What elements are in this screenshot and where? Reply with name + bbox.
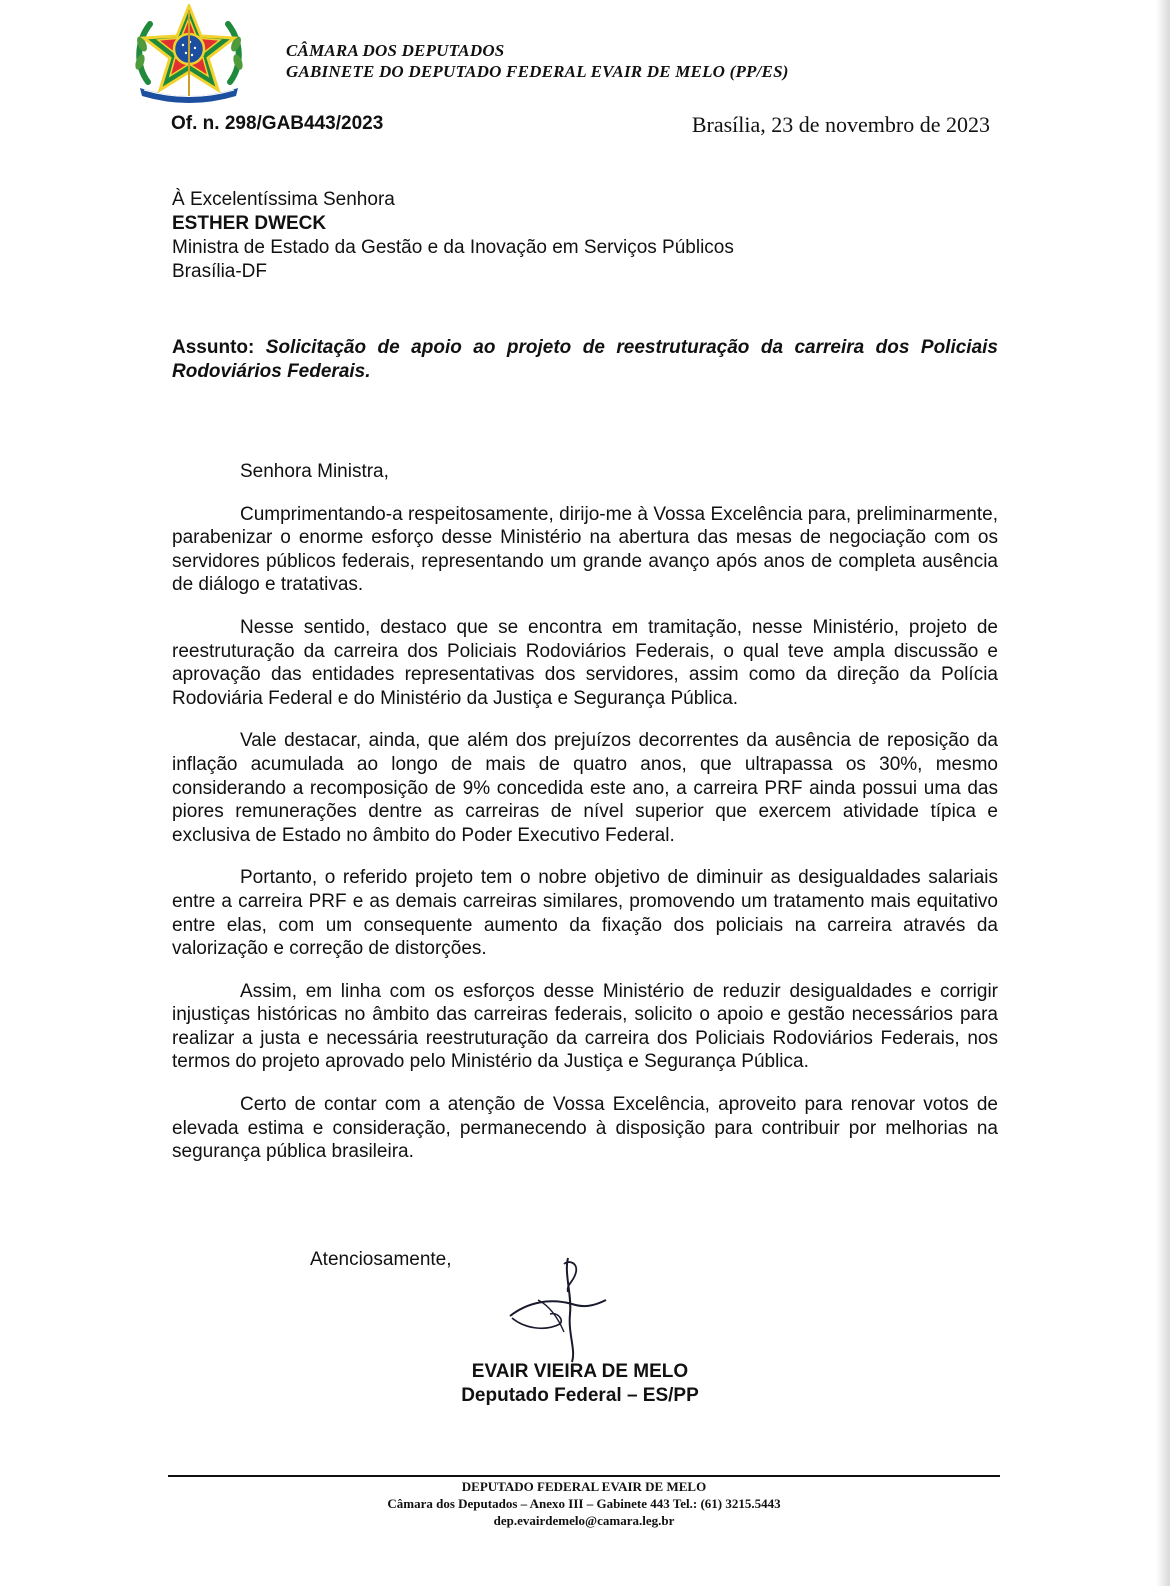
body-paragraph: Certo de contar com a atenção de Vossa Excelência, aproveito para renovar votos de elevada estima e consideração, permanecendo à disposição para contribuir por melhorias na segurança pública brasileira. — [172, 1094, 998, 1163]
addressee-location: Brasília-DF — [172, 261, 268, 282]
letterhead — [286, 40, 789, 82]
body-paragraph: Vale destacar, ainda, que além dos prejuízos decorrentes da ausência de reposição da inflação acumulada ao longo de mais de quatro anos, que ultrapassa os 30%, mesmo considerando a recomposição de 9% concedida este ano, a carreira PRF ainda possui uma das piores remunerações dentre as carreiras de nível superior que exercem atividade típica e exclusiva de Estado no âmbito do Poder Executivo Federal. — [172, 730, 998, 846]
footer — [168, 1478, 1000, 1529]
closing: Atenciosamente, — [310, 1249, 452, 1270]
letterhead-institution: CÂMARA DOS DEPUTADOS — [286, 41, 505, 60]
page-edge-shadow — [1156, 0, 1170, 1586]
document-reference: Of. n. 298/GAB443/2023 — [171, 113, 384, 134]
addressee-name: ESTHER DWECK — [172, 213, 327, 234]
body-paragraph: Nesse sentido, destaco que se encontra em tramitação, nesse Ministério, projeto de reestruturação da carreira dos Policiais Rodoviários Federais, o qual teve ampla discussão e aprovação das entidades representativas dos servidores, assim como da direção da Polícia Rodoviária Federal e do Ministério da Justiça e Segurança Pública. — [172, 616, 998, 709]
subject-line — [172, 336, 998, 384]
letter-body — [172, 460, 998, 1183]
footer-email: dep.evairdemelo@camara.leg.br — [493, 1513, 675, 1528]
signer-role: Deputado Federal – ES/PP — [461, 1385, 699, 1406]
footer-address: Câmara dos Deputados – Anexo III – Gabinete 443 Tel.: (61) 3215.5443 — [387, 1496, 781, 1511]
subject-label: Assunto: — [172, 337, 255, 358]
handwritten-signature-icon — [498, 1254, 628, 1366]
signer-name: EVAIR VIEIRA DE MELO — [471, 1361, 689, 1382]
letterhead-office: GABINETE DO DEPUTADO FEDERAL EVAIR DE MELO (PP/ES) — [286, 62, 789, 81]
addressee-greeting: À Excelentíssima Senhora — [172, 189, 395, 210]
subject-text: Solicitação de apoio ao projeto de reestruturação da carreira dos Policiais Rodoviários Federais. — [172, 337, 998, 382]
addressee-block — [172, 188, 734, 284]
body-paragraph: Assim, em linha com os esforços desse Ministério de reduzir desigualdades e corrigir injustiças históricas no âmbito das carreiras federais, solicito o apoio e gestão necessários para realizar a justa e necessária reestruturação da carreira dos Policiais Rodoviários Federais, nos termos do projeto aprovado pelo Ministério da Justiça e Segurança Pública. — [172, 980, 998, 1073]
footer-divider — [168, 1475, 1000, 1477]
body-paragraph: Portanto, o referido projeto tem o nobre objetivo de diminuir as desigualdades salariais entre a carreira PRF e as demais carreiras similares, promovendo um tratamento mais equitativo entre elas, com um consequente aumento da fixação dos policiais na carreira através da valorização e correção de distorções. — [172, 867, 998, 960]
addressee-title: Ministra de Estado da Gestão e da Inovação em Serviços Públicos — [172, 237, 734, 258]
signer-block — [420, 1360, 740, 1408]
salutation: Senhora Ministra, — [240, 461, 389, 482]
document-date: Brasília, 23 de novembro de 2023 — [691, 112, 990, 137]
brazil-coat-of-arms-icon — [130, 4, 248, 104]
body-paragraph: Cumprimentando-a respeitosamente, dirijo-me à Vossa Excelência para, preliminarmente, parabenizar o enorme esforço desse Ministério na abertura das mesas de negociação com os servidores públicos federais, representando um grande avanço após anos de completa ausência de diálogo e tratativas. — [172, 503, 998, 596]
footer-name: DEPUTADO FEDERAL EVAIR DE MELO — [461, 1479, 707, 1494]
